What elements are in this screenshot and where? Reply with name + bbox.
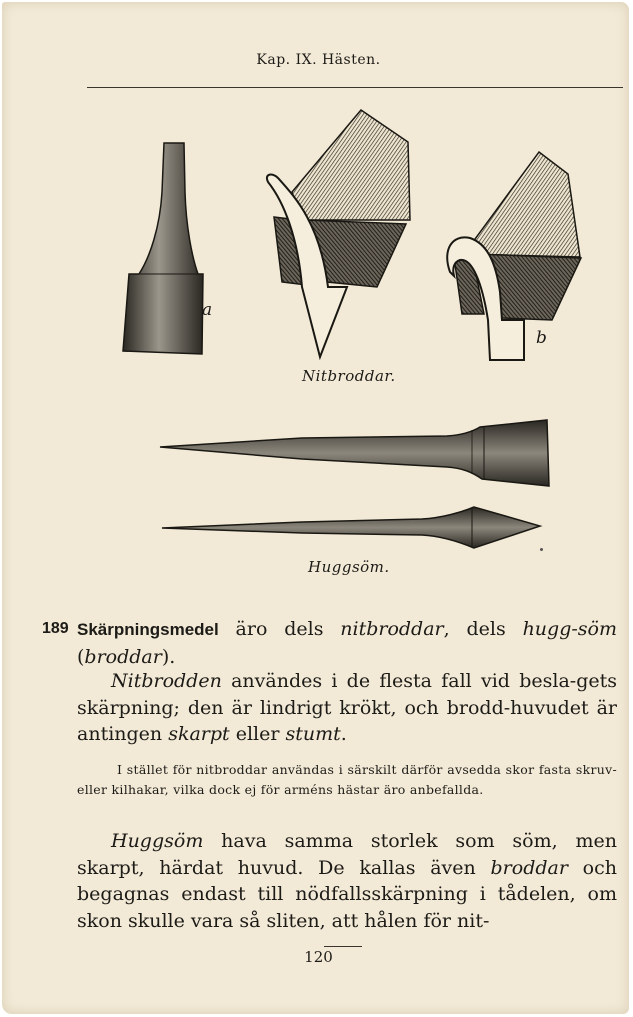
paragraph-huggsom: Huggsöm hava samma storlek som söm, men skarpt, härdat huvud. De kallas även broddar och begagnas endast till nödfallsskärpning i tådelen, om skon skulle vara så sliten, att hålen för nit-: [77, 830, 618, 932]
running-header: Kap. IX. Hästen.: [256, 52, 381, 68]
nail-upper-drawing: [160, 420, 549, 486]
page-number-rule: [324, 946, 362, 947]
label-b: b: [536, 328, 548, 348]
stray-mark: [540, 548, 543, 551]
paragraph-nitbrodden: Nitbrodden användes i de flesta fall vid besla-gets skärpning; den är lindrigt krökt, och brodd-huvudet är antingen skarpt eller stumt.: [77, 670, 617, 745]
caption-nitbroddar: Nitbroddar.: [302, 367, 396, 385]
nitbrodd-b-drawing: [447, 152, 581, 360]
section-number: 189: [42, 620, 69, 637]
page-number: 120: [304, 948, 333, 966]
paragraph-189: 189 Skärpningsmedel äro dels nitbroddar, dels hugg-söm (broddar).: [42, 618, 617, 668]
label-a: a: [202, 300, 213, 320]
nitbrodd-middle-drawing: [267, 110, 410, 357]
term-skarpningsmedel: Skärpningsmedel: [77, 620, 219, 639]
book-page: [2, 2, 629, 1014]
caption-huggsom: Huggsöm.: [308, 558, 390, 576]
nail-lower-drawing: [162, 507, 540, 548]
small-print-note: I stället för nitbroddar användas i särskilt därför avsedda skor fasta skruv- eller kilhakar, vilka dock ej för arméns hästar äro anbefallda.: [77, 762, 617, 797]
stud-a-drawing: [123, 143, 203, 354]
